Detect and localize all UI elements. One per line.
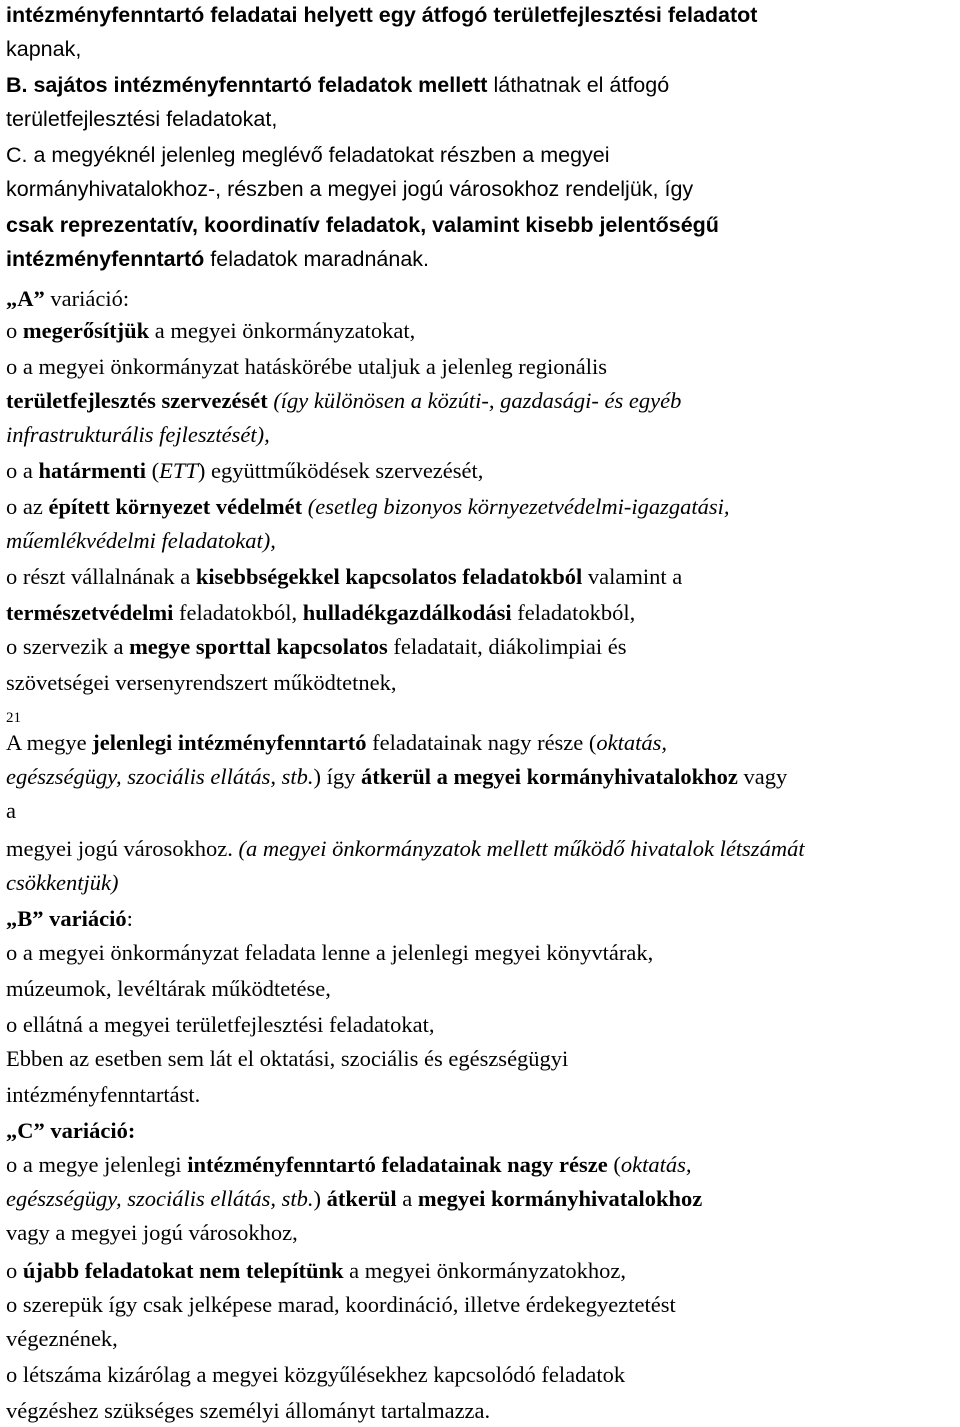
text-run: a	[6, 798, 16, 823]
text-run: egészségügy, szociális ellátás, stb.	[6, 1186, 314, 1211]
text-line	[6, 70, 669, 100]
text-run: o a megyei önkormányzat hatáskörébe utaljuk a jelenleg regionális	[6, 354, 608, 379]
text-line	[6, 562, 682, 592]
text-run: infrastrukturális fejlesztését),	[6, 422, 270, 447]
text-line	[6, 668, 397, 698]
text-line	[6, 1116, 135, 1146]
text-run: ETT	[159, 458, 198, 483]
text-line	[6, 904, 133, 934]
text-line	[6, 284, 129, 314]
text-line	[6, 386, 681, 416]
text-line	[6, 938, 653, 968]
text-run: megyei kormányhivatalokhoz	[417, 1186, 703, 1211]
text-run: C. a megyéknél jelenleg meglévő feladatokat részben a megyei	[6, 143, 610, 167]
text-run: hulladékgazdálkodási	[302, 600, 512, 625]
text-run: intézményfenntartó	[6, 247, 205, 271]
text-run: o létszáma kizárólag a megyei közgyűlésekhez kapcsolódó feladatok	[6, 1362, 626, 1387]
text-line	[6, 140, 610, 170]
text-line	[6, 632, 626, 662]
text-line	[6, 244, 429, 274]
text-run: feladatainak nagy része (	[366, 730, 597, 755]
text-run: (így különösen a közúti-, gazdasági- és egyéb	[273, 388, 682, 413]
text-run: kormányhivatalokhoz-, részben a megyei jogú városokhoz rendeljük, így	[6, 177, 694, 201]
text-line	[6, 174, 693, 204]
text-run: o a megyei önkormányzat feladata lenne a jelenlegi megyei könyvtárak,	[6, 940, 654, 965]
text-run: ) így	[313, 764, 361, 789]
text-run: a	[396, 1186, 418, 1211]
text-run: végzéshez szükséges személyi állományt tartalmazza.	[6, 1398, 491, 1423]
text-line	[6, 1218, 298, 1248]
text-run: ) együttműködések szervezését,	[197, 458, 484, 483]
text-run: o részt vállalnának a	[6, 564, 196, 589]
text-run: intézményfenntartást.	[6, 1082, 201, 1107]
text-run: )	[313, 1186, 327, 1211]
text-line	[6, 1184, 702, 1214]
text-line	[6, 834, 805, 864]
text-run: a megyei önkormányzatokat,	[149, 318, 416, 343]
text-run: vagy	[737, 764, 788, 789]
text-run: (a megyei önkormányzatok mellett működő hivatalok létszámát	[238, 836, 805, 861]
text-run: intézményfenntartó feladatainak nagy része	[187, 1152, 608, 1177]
text-run: szövetségei versenyrendszert működtetnek,	[6, 670, 397, 695]
text-run: területfejlesztés szervezését	[6, 388, 268, 413]
text-line	[6, 420, 270, 450]
text-run: o a	[6, 458, 39, 483]
text-run: feladatok maradnának.	[204, 247, 430, 271]
text-run: Ebben az esetben sem lát el oktatási, szociális és egészségügyi	[6, 1046, 569, 1071]
text-run: o az	[6, 494, 49, 519]
text-run: valamint a	[582, 564, 683, 589]
text-run: o szerepük így csak jelképese marad, koordináció, illetve érdekegyeztetést	[6, 1292, 676, 1317]
text-run: láthatnak el átfogó	[487, 73, 670, 97]
text-line	[6, 526, 276, 556]
text-run: o a megye jelenlegi	[6, 1152, 188, 1177]
text-line	[6, 456, 483, 486]
text-line	[6, 868, 118, 898]
text-run: átkerül a megyei kormányhivatalokhoz	[361, 764, 738, 789]
text-run: végeznének,	[6, 1326, 118, 1351]
text-line	[6, 1290, 676, 1320]
text-line	[6, 1150, 692, 1180]
text-run: „C”	[6, 1118, 51, 1143]
text-line	[6, 316, 415, 346]
text-run: A megye	[6, 730, 93, 755]
text-line	[6, 492, 730, 522]
text-run: a megyei önkormányzatokhoz,	[343, 1258, 626, 1283]
text-line	[6, 1360, 625, 1390]
text-run: B. sajátos intézményfenntartó feladatok mellett	[6, 73, 488, 97]
text-run: megerősítjük	[22, 318, 150, 343]
text-run: o	[6, 1258, 23, 1283]
text-run: feladatokból,	[173, 600, 303, 625]
text-line	[6, 210, 719, 240]
footnote-number: 21	[6, 710, 21, 726]
text-run: „A”	[6, 286, 51, 311]
text-line	[6, 1396, 490, 1426]
text-run: megyei jogú városokhoz.	[6, 836, 239, 861]
text-line	[6, 1044, 568, 1074]
text-line	[6, 1324, 118, 1354]
text-run: (esetleg bizonyos környezetvédelmi-igazgatási,	[307, 494, 730, 519]
text-run: jelenlegi intézményfenntartó	[92, 730, 367, 755]
text-run: természetvédelmi	[6, 600, 174, 625]
text-run: csak reprezentatív, koordinatív feladatok, valamint kisebb jelentőségű	[6, 213, 719, 237]
text-run: variáció	[49, 906, 127, 931]
text-run: kisebbségekkel kapcsolatos feladatokból	[195, 564, 583, 589]
text-run: variáció:	[50, 1118, 136, 1143]
text-run: megye sporttal kapcsolatos	[129, 634, 388, 659]
text-line	[6, 34, 81, 64]
text-line	[6, 728, 667, 758]
text-line	[6, 1080, 200, 1110]
text-run: területfejlesztési feladatokat,	[6, 107, 278, 131]
text-line	[6, 974, 331, 1004]
text-run: oktatás,	[596, 730, 668, 755]
text-run: (	[145, 458, 160, 483]
text-run: feladatait, diákolimpiai és	[387, 634, 627, 659]
text-line	[6, 0, 757, 30]
text-run: csökkentjük)	[6, 870, 119, 895]
text-run: átkerül	[326, 1186, 397, 1211]
text-run: épített környezet védelmét	[48, 494, 303, 519]
text-line	[6, 796, 16, 826]
text-line	[6, 1010, 435, 1040]
text-run: o	[6, 318, 23, 343]
text-run: újabb feladatokat nem telepítünk	[22, 1258, 344, 1283]
text-line	[6, 352, 607, 382]
text-run: o szervezik a	[6, 634, 130, 659]
text-line	[6, 598, 635, 628]
text-run: műemlékvédelmi feladatokat),	[6, 528, 276, 553]
text-run: (	[607, 1152, 621, 1177]
text-run: egészségügy, szociális ellátás, stb.	[6, 764, 314, 789]
text-run: feladatokból,	[511, 600, 636, 625]
text-run: intézményfenntartó feladatai helyett egy átfogó területfejlesztési feladatot	[6, 3, 758, 27]
text-run: oktatás,	[620, 1152, 692, 1177]
text-run: kapnak,	[6, 37, 82, 61]
text-run: határmenti	[38, 458, 146, 483]
text-run: variáció:	[50, 286, 130, 311]
text-line	[6, 104, 277, 134]
text-run: múzeumok, levéltárak működtetése,	[6, 976, 331, 1001]
text-line	[6, 762, 787, 792]
text-run: o ellátná a megyei területfejlesztési feladatokat,	[6, 1012, 435, 1037]
text-run: :	[126, 906, 133, 931]
text-line	[6, 1256, 626, 1286]
text-run: „B”	[6, 906, 50, 931]
text-run: vagy a megyei jogú városokhoz,	[6, 1220, 298, 1245]
